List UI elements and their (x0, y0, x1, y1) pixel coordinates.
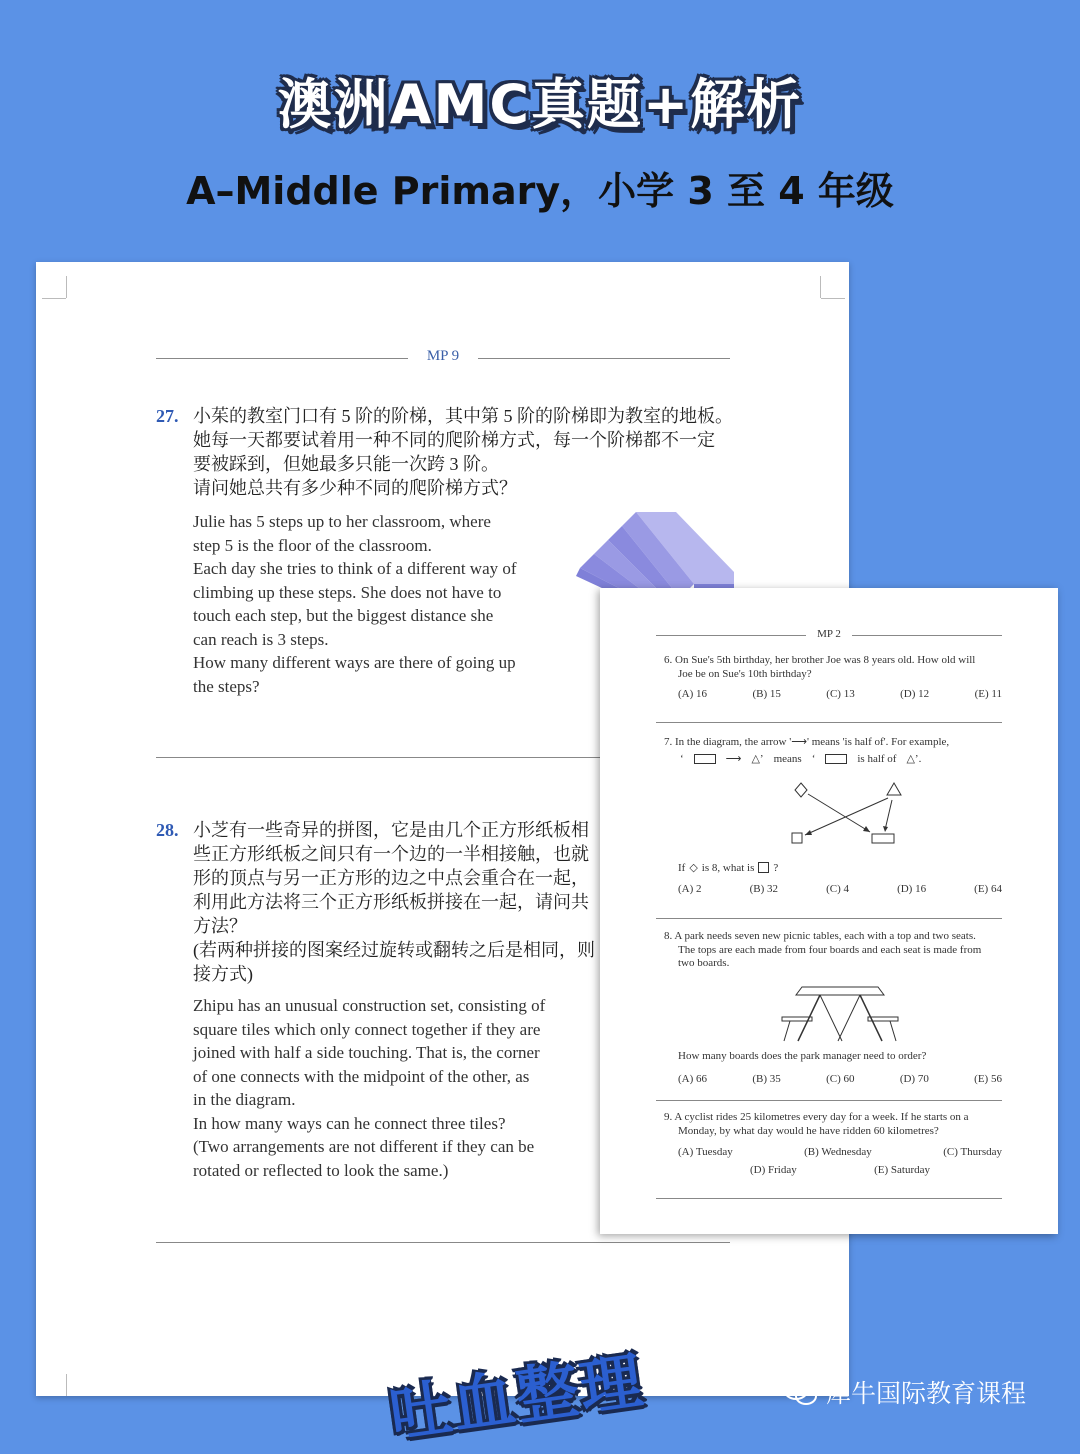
option: (A) Tuesday (678, 1146, 733, 1158)
question-divider (156, 1242, 730, 1243)
text-line: 小芝有一些奇异的拼图，它是由几个正方形纸板相 (193, 820, 589, 840)
question-28-chinese (193, 818, 613, 986)
question-number: 27. (156, 406, 179, 426)
option: (C) 4 (826, 883, 849, 895)
option: (A) 66 (678, 1073, 708, 1085)
triangle-icon: △’. (906, 753, 922, 765)
question-divider (656, 722, 1002, 723)
text-line: square tiles which only connect together if they are (193, 1019, 541, 1039)
text-line: of one connects with the midpoint of the other, as (193, 1066, 530, 1086)
text-line: Each day she tries to think of a different way of (193, 559, 517, 578)
text-line: 接方式) (193, 964, 253, 984)
stamp-text: 吐血整理 (384, 1343, 649, 1452)
triangle-icon: △’ (751, 753, 764, 765)
option: (D) 70 (899, 1073, 929, 1085)
answer-options (678, 1073, 1002, 1085)
text-line: rotated or reflected to look the same.) (193, 1160, 449, 1180)
option: (B) Wednesday (804, 1146, 872, 1158)
option: (D) 12 (900, 688, 930, 700)
text-line: The tops are each made from four boards and each seat is made from (678, 943, 982, 956)
text-line: Joe be on Sue's 10th birthday? (678, 667, 812, 680)
crop-mark (66, 276, 67, 298)
question-8-prompt: How many boards does the park manager need to order? (678, 1050, 927, 1062)
text-line: How many different ways are there of going up (193, 653, 516, 672)
question-number: 28. (156, 820, 179, 840)
answer-options (678, 1146, 1002, 1158)
exam-page-mp2 (600, 588, 1058, 1234)
option: (B) 15 (752, 688, 781, 700)
banner-title: 澳洲AMC真题+解析 (277, 73, 803, 136)
text-line: In how many ways can he connect three tiles? (193, 1113, 506, 1133)
text-line: joined with half a side touching. That is, the corner (193, 1043, 540, 1062)
text-line: climbing up these steps. She does not have to (193, 582, 502, 602)
crop-mark (820, 276, 821, 298)
diamond-icon: ◇ (689, 862, 698, 874)
text-line: touch each step, but the biggest distance she (193, 606, 494, 625)
option: (A) 2 (678, 883, 702, 895)
text-line: 形的顶点与另一正方形的边之中点会重合在一起， (193, 868, 589, 888)
watermark-text: 犀牛国际教育课程 (826, 1379, 1027, 1408)
text-line: in the diagram. (193, 1090, 296, 1109)
text-line: Monday, by what day would he have ridden 60 kilometres? (678, 1124, 939, 1137)
text-line: 8. A park needs seven new picnic tables, each with a top and two seats. (664, 930, 976, 942)
arrow-example: ‘ ⟶ △’ means ‘ is half of △’. (680, 752, 922, 765)
text-line: 要被踩到，但她最多只能一次跨 3 阶。 (193, 454, 499, 474)
question-27-english (193, 510, 563, 698)
text: is 8, what is (701, 861, 755, 874)
text-line: (Two arrangements are not different if they can be (193, 1137, 535, 1156)
crop-mark (42, 298, 66, 299)
arrow-diagram (784, 780, 914, 850)
page-header (156, 348, 730, 368)
option: (A) 16 (678, 688, 708, 700)
option: (E) Saturday (874, 1164, 930, 1176)
wechat-watermark (782, 1374, 1026, 1410)
option: (C) Thursday (943, 1146, 1002, 1158)
option: (D) Friday (750, 1164, 797, 1176)
question-9 (664, 1111, 1002, 1138)
question-divider (656, 1100, 1002, 1101)
text-line: 方法？ (193, 916, 247, 936)
crop-mark (66, 1374, 67, 1396)
option: (C) 13 (826, 688, 855, 700)
text-line: 6. On Sue's 5th birthday, her brother Joe was 8 years old. How old will (664, 654, 976, 666)
option: (B) 35 (752, 1073, 781, 1085)
page-number: MP 9 (426, 348, 460, 364)
square-icon (758, 862, 769, 873)
answer-options (678, 688, 1002, 700)
question-divider (656, 918, 1002, 919)
wechat-icon (782, 1377, 818, 1407)
text-line: the steps? (193, 676, 260, 696)
rectangle-icon (825, 754, 847, 764)
question-7-prompt: If ◇ is 8, what is ? (678, 861, 779, 874)
text-line: Zhipu has an unusual construction set, consisting of (193, 996, 546, 1015)
text-line: 利用此方法将三个正方形纸板拼接在一起，请问共 (193, 892, 589, 912)
answer-options (678, 883, 1002, 895)
text-line: 她每一天都要试着用一种不同的爬阶梯方式，每一个阶梯都不一定 (193, 430, 715, 450)
rectangle-icon (694, 754, 716, 764)
option: (E) 11 (974, 688, 1002, 700)
arrow-icon: ⟶ (725, 753, 742, 765)
question-8 (664, 930, 1002, 971)
question-27-chinese (193, 404, 753, 500)
text: means (773, 752, 802, 765)
answer-options (750, 1164, 930, 1176)
banner-subtitle: A–Middle Primary，小学 3 至 4 年级 (186, 169, 894, 213)
text-line: (若两种拼接的图案经过旋转或翻转之后是相同，则 (193, 940, 595, 960)
option: (C) 60 (826, 1073, 855, 1085)
text-line: two boards. (678, 957, 730, 969)
text-line: step 5 is the floor of the classroom. (193, 535, 432, 555)
picnic-table-illustration (780, 983, 900, 1045)
page-number: MP 2 (817, 628, 841, 640)
option: (E) 64 (974, 883, 1002, 895)
text: is half of (857, 752, 897, 765)
text-line: 7. In the diagram, the arrow '⟶' means 'is half of'. For example, (664, 736, 950, 748)
text-line: 9. A cyclist rides 25 kilometres every day for a week. If he starts on a (664, 1111, 969, 1123)
text-line: 请问她总共有多少种不同的爬阶梯方式？ (193, 478, 517, 498)
text-line: can reach is 3 steps. (193, 629, 329, 649)
option: (D) 16 (897, 883, 927, 895)
text-line: 小茱的教室门口有 5 阶的阶梯，其中第 5 阶的阶梯即为教室的地板。 (193, 406, 733, 426)
question-6 (664, 654, 1002, 681)
option: (B) 32 (749, 883, 779, 895)
option: (E) 56 (974, 1073, 1002, 1085)
text-line: Julie has 5 steps up to her classroom, where (193, 512, 491, 531)
page-header (656, 628, 1002, 642)
question-28-english (193, 994, 603, 1182)
crop-mark (821, 298, 845, 299)
text-line: 些正方形纸板之间只有一个边的一半相接触，也就 (193, 844, 589, 864)
question-7 (664, 736, 1002, 750)
question-divider (656, 1198, 1002, 1199)
